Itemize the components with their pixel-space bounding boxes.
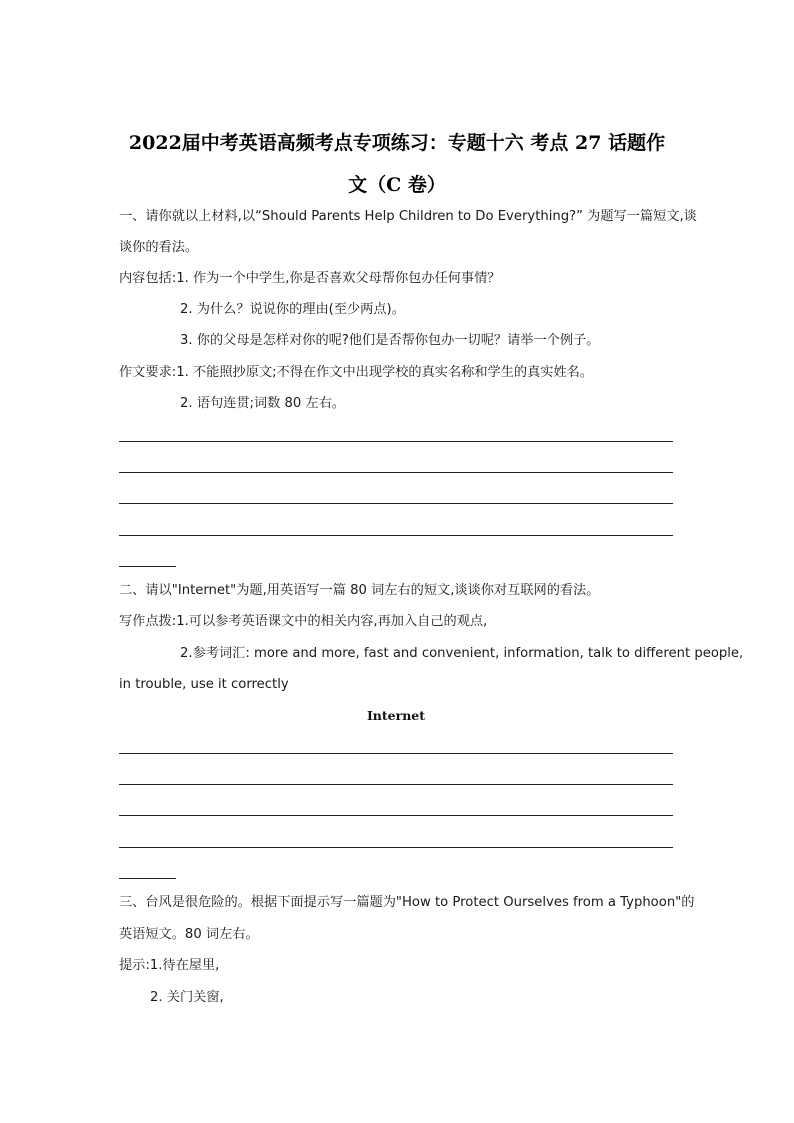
section2-tip2-cont: in trouble, use it correctly xyxy=(119,677,289,692)
answer-line[interactable] xyxy=(119,535,673,536)
section2-tip2: 2.参考词汇: more and more, fast and convenient, information, talk to different people, xyxy=(180,646,744,661)
section3-prompt-line1: 三、台风是很危险的。根据下面提示写一篇题为"How to Protect Ourselves from a Typhoon"的 xyxy=(119,895,695,910)
section1-content-label: 内容包括:1. 作为一个中学生,你是否喜欢父母帮你包办任何事情？ xyxy=(119,271,501,286)
answer-line-short[interactable] xyxy=(119,566,176,567)
section2-prompt: 二、请以"Internet"为题,用英语写一篇 80 词左右的短文,谈谈你对互联网的看法。 xyxy=(119,583,600,598)
section2-tip1: 写作点拨:1.可以参考英语课文中的相关内容,再加入自己的观点, xyxy=(119,614,488,629)
answer-line[interactable] xyxy=(119,815,673,816)
answer-line[interactable] xyxy=(119,753,673,754)
section3-prompt-line2: 英语短文。80 词左右。 xyxy=(119,927,259,942)
section1-content-item3: 3. 你的父母是怎样对你的呢?他们是否帮你包办一切呢？请举一个例子。 xyxy=(180,333,600,348)
answer-line[interactable] xyxy=(119,784,673,785)
section2-essay-title: Internet xyxy=(366,708,426,723)
answer-line[interactable] xyxy=(119,472,673,473)
section1-requirement-label: 作文要求:1. 不能照抄原文;不得在作文中出现学校的真实名称和学生的真实姓名。 xyxy=(119,365,594,380)
answer-line[interactable] xyxy=(119,441,673,442)
section3-hint2: 2. 关门关窗, xyxy=(150,990,224,1005)
section1-content-item2: 2. 为什么？说说你的理由(至少两点)。 xyxy=(180,302,405,317)
answer-line-short[interactable] xyxy=(119,878,176,879)
answer-line[interactable] xyxy=(119,503,673,504)
document-title-line2: 文（C 卷） xyxy=(348,174,446,196)
section3-hint1: 提示:1.待在屋里, xyxy=(119,958,220,973)
section1-prompt-line2: 谈你的看法。 xyxy=(119,240,199,255)
section1-requirement-item2: 2. 语句连贯;词数 80 左右。 xyxy=(180,396,346,411)
section1-prompt-line1: 一、请你就以上材料,以“Should Parents Help Children to Do Everything?” 为题写一篇短文,谈 xyxy=(119,209,697,224)
answer-line[interactable] xyxy=(119,847,673,848)
document-title-line1: 2022届中考英语高频考点专项练习：专题十六 考点 27 话题作 xyxy=(128,132,666,154)
